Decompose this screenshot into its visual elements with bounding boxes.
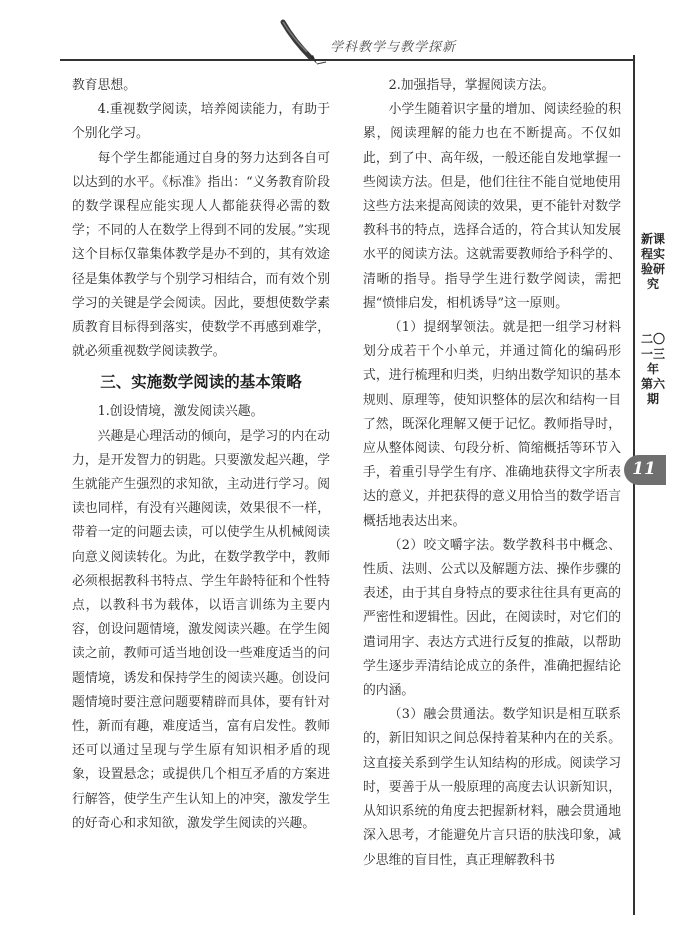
header-rule: [60, 59, 633, 61]
paragraph: 4.重视数学阅读，培养阅读能力，有助于个别化学习。: [72, 102, 330, 142]
paragraph: 教育思想。: [72, 78, 136, 93]
right-column: [363, 74, 621, 873]
running-header-title: 学科教学与教学探新: [330, 40, 457, 55]
left-column: [72, 74, 330, 836]
paragraph: 兴趣是心理活动的倾向，是学习的内在动力，是开发智力的钥匙。只要激发起兴趣，学生就能产生强烈的求知欲，主动进行学习。阅读也同样，有没有兴趣阅读，效果很不一样，带着一定的问题去读，可以使学生从机械阅读向意义阅读转化。为此，在数学教学中，教师必须根据教科书特点、学生年龄特征和个性特点，以教科书为载体，以语言训练为主要内容，创设问题情境，激发阅读兴趣。在学生阅读之前，教师可适当地创设一些难度适当的问题情境，诱发和保持学生的阅读兴趣。创设问题情境时要注意问题要精辟而具体，要有针对性，新而有趣，难度适当，富有启发性。教师还可以通过呈现与学生原有知识相矛盾的现象，设置悬念；或提供几个相互矛盾的方案进行解答，使学生产生认知上的冲突，激发学生的好奇心和求知欲，激发学生阅读的兴趣。: [72, 428, 330, 831]
paragraph: 小学生随着识字量的增加、阅读经验的积累，阅读理解的能力也在不断提高。不仅如此，到了中、高年级，一般还能自发地掌握一些阅读方法。但是，他们往往不能自觉地使用这些方法来提高阅读的效果，更不能针对数学教科书的特点，选择合适的，符合其认知发展水平的阅读方法。这就需要教师给予科学的、清晰的指导。指导学生进行数学阅读，需把握“愤悱启发，相机诱导”这一原则。: [363, 102, 621, 311]
paragraph: 每个学生都能通过自身的努力达到各自可以达到的水平。《标准》指出：“义务教育阶段的数学课程应能实现人人都能获得必需的数学；不同的人在数学上得到不同的发展。”实现这个目标仅靠集体教学是办不到的，其有效途径是集体教学与个别学习相结合，而有效个别学习的关键是学会阅读。因此，要想使数学素质教育目标得到落实，使数学不再感到难学，就必须重视数学阅读教学。: [72, 150, 330, 360]
paragraph: 1.创设情境，激发阅读兴趣。: [97, 404, 264, 420]
paragraph: （2）咬文嚼字法。数学教科书中概念、性质、法则、公式以及解题方法、操作步骤的表述，由于其自身特点的要求往往具有更高的严密性和逻辑性。因此，在阅读时，对它们的遣词用字、表达方式进行反复的推敲，以帮助学生逐步弄清结论成立的条件，准确把握结论的内涵。: [363, 537, 621, 699]
paragraph: （3）融会贯通法。数学知识是相互联系的，新旧知识之间总保持着某种内在的关系。这直接关系到学生认知结构的形成。阅读学习时，要善于从一般原理的高度去认识新知识，从知识系统的角度去把握新材料，融会贯通地深入思考，才能避免片言只语的肤浅印象，减少思维的盲目性，真正理解教科书: [363, 707, 621, 868]
paragraph: 2.加强指导，掌握阅读方法。: [388, 78, 555, 93]
pen-icon: [277, 18, 329, 68]
side-rule: [633, 55, 635, 915]
issue-info: 二〇一三年 第六期: [641, 332, 666, 406]
page-number: 11: [632, 459, 656, 479]
journal-name: 新课程实验研究: [641, 232, 666, 291]
section-heading: 三、实施数学阅读的基本策略: [100, 373, 302, 392]
paragraph: （1）提纲挈领法。就是把一组学习材料划分成若干个小单元，并通过简化的编码形式，进行梳理和归类，归纳出数学知识的基本规则、原理等，使知识整体的层次和结构一目了然，既深化理解又便于记忆。教师指导时，应从整体阅读、句段分析、简缩概括等环节入手，着重引导学生有序、准确地获得文字所表达的意义，并把获得的意义用恰当的数学语言概括地表达出来。: [363, 320, 621, 529]
